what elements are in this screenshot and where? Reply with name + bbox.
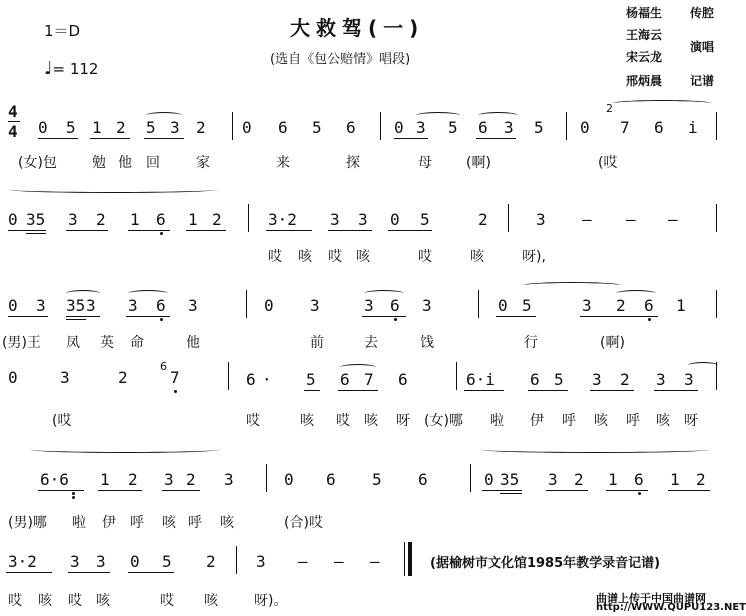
page-subtitle: (选自《包公赔情》唱段) xyxy=(270,52,411,67)
note: 1 xyxy=(100,470,110,489)
underline xyxy=(590,390,634,391)
note: 5 xyxy=(534,118,544,137)
lyric: 呀 xyxy=(396,413,410,429)
slur-mark xyxy=(128,290,168,297)
underline xyxy=(6,572,52,573)
slur-mark xyxy=(616,290,656,297)
credit-role-4: 记谱 xyxy=(690,74,715,88)
bar-line xyxy=(228,362,229,390)
note: 5 xyxy=(306,370,316,389)
slur-mark xyxy=(478,112,518,119)
note: 35 xyxy=(26,210,46,229)
note: 6 xyxy=(478,118,488,137)
watermark-line-1: 曲谱上传于中国曲谱网 xyxy=(596,592,706,605)
lyric: 咳 xyxy=(356,249,370,265)
note: 1 xyxy=(92,118,102,137)
lyric: (女)哪 xyxy=(424,413,463,429)
underline xyxy=(580,316,658,317)
key-signature: 1＝D xyxy=(44,22,81,40)
underline xyxy=(128,230,170,231)
lyric: (啊) xyxy=(600,335,625,351)
note: 6 xyxy=(654,118,664,137)
note: 5 xyxy=(372,470,382,489)
underline xyxy=(68,572,110,573)
note: 0 xyxy=(38,118,48,137)
lyric: 咳 xyxy=(162,515,176,531)
note: 2 xyxy=(620,370,630,389)
time-signature-bottom: 4 xyxy=(8,122,18,141)
note: 1 xyxy=(670,470,680,489)
credit-name-1: 杨福生 xyxy=(626,6,663,20)
note: 1 xyxy=(608,470,618,489)
note: 2 xyxy=(212,210,222,229)
low-octave-dot xyxy=(648,318,651,321)
note: 0 xyxy=(8,368,18,387)
note: 3 xyxy=(164,470,174,489)
lyric: 哎 xyxy=(160,593,174,609)
note: 5 xyxy=(162,552,172,571)
lyric: 伊 xyxy=(102,515,116,531)
underline xyxy=(90,138,130,139)
note: 6 xyxy=(644,296,654,315)
note: 3 xyxy=(170,118,180,137)
final-bar-line xyxy=(408,542,412,576)
note: 5 xyxy=(420,210,430,229)
note: 6 xyxy=(156,296,166,315)
note: – xyxy=(668,210,678,229)
lyric: 勉 xyxy=(92,155,106,171)
underline xyxy=(500,493,522,494)
lyric: 命 xyxy=(130,335,144,351)
bar-line xyxy=(246,290,247,318)
underline xyxy=(654,390,698,391)
lyric: (哎 xyxy=(52,413,72,429)
note: 0 xyxy=(580,118,590,137)
lyric: 哎 xyxy=(246,413,260,429)
lyric: 他 xyxy=(186,335,200,351)
slur-mark xyxy=(364,290,404,297)
lyric: 哎 xyxy=(328,249,342,265)
note: 2 xyxy=(616,296,626,315)
note: 3 xyxy=(310,296,320,315)
underline xyxy=(546,490,588,491)
lyric: 家 xyxy=(196,155,210,171)
lyric: 咳 xyxy=(96,593,110,609)
underline xyxy=(528,390,568,391)
note: – xyxy=(626,210,636,229)
note: 0 xyxy=(484,470,494,489)
note: – xyxy=(582,210,592,229)
note: 0 xyxy=(394,118,404,137)
underline xyxy=(26,233,46,234)
note: 3 xyxy=(224,470,234,489)
underline xyxy=(388,230,432,231)
grace-note: 6 xyxy=(160,360,167,373)
bar-line xyxy=(478,290,479,318)
lyric: 母 xyxy=(418,155,432,171)
note: 6 xyxy=(340,370,350,389)
bar-line xyxy=(380,112,381,140)
note: 3 xyxy=(416,118,426,137)
underline xyxy=(66,319,86,320)
lyric: 呼 xyxy=(562,413,576,429)
note: 3 xyxy=(548,470,558,489)
underline xyxy=(496,316,536,317)
underline xyxy=(338,390,378,391)
note: 5 xyxy=(66,118,76,137)
lyric: 咳 xyxy=(298,249,312,265)
note: 6 xyxy=(530,370,540,389)
underline xyxy=(476,138,516,139)
note: 6 xyxy=(418,470,428,489)
note: 3 xyxy=(582,296,592,315)
slur-mark xyxy=(340,364,376,371)
quarter-note-icon: ♩ xyxy=(44,58,53,79)
note: 3 xyxy=(330,210,340,229)
lyric: (合)哎 xyxy=(284,515,323,531)
note: 5 xyxy=(312,118,322,137)
note: 3 xyxy=(536,210,546,229)
underline xyxy=(464,390,504,391)
slur-mark xyxy=(688,362,718,369)
note: 3 xyxy=(188,296,198,315)
note: 1 xyxy=(188,210,198,229)
note: 0 xyxy=(390,210,400,229)
note: – xyxy=(298,552,308,571)
note: 3·2 xyxy=(8,552,37,571)
lyric: 咳 xyxy=(204,593,218,609)
lyric: 哎 xyxy=(8,593,22,609)
lyric: 咳 xyxy=(38,593,52,609)
bar-line xyxy=(566,112,567,140)
note: 2 xyxy=(96,210,106,229)
note: 0 xyxy=(284,470,294,489)
low-octave-dot xyxy=(72,492,75,495)
note: 6 xyxy=(156,210,166,229)
credit-role-3: 演唱 xyxy=(690,40,715,54)
lyric: 哎 xyxy=(268,249,282,265)
lyric: 啦 xyxy=(72,515,86,531)
note: 0 xyxy=(264,296,274,315)
lyric: 呼 xyxy=(130,515,144,531)
note: 5 xyxy=(554,370,564,389)
note: 6·i xyxy=(466,370,495,389)
underline xyxy=(606,490,648,491)
underline xyxy=(668,490,710,491)
lyric: 探 xyxy=(346,155,360,171)
note: 3 xyxy=(592,370,602,389)
low-octave-dot xyxy=(160,232,163,235)
lyric: (男)王 xyxy=(2,335,41,351)
underline xyxy=(38,138,78,139)
note: 3 xyxy=(96,552,106,571)
lyric: 回 xyxy=(146,155,160,171)
credit-name-3: 宋云龙 xyxy=(626,50,663,64)
low-octave-dot xyxy=(72,496,75,499)
note: 3 xyxy=(364,296,374,315)
low-octave-dot xyxy=(160,318,163,321)
note: 2 xyxy=(116,118,126,137)
lyric: 前 xyxy=(310,335,324,351)
lyric: 他 xyxy=(118,155,132,171)
bar-line xyxy=(716,204,717,232)
lyric: 行 xyxy=(524,335,538,351)
note: – xyxy=(370,552,380,571)
note: 3 xyxy=(68,210,78,229)
note: 3 xyxy=(86,296,96,315)
watermark-line-2: http://WWW.QUPU123.NET xyxy=(596,602,746,613)
lyric: 哎 xyxy=(418,249,432,265)
underline xyxy=(266,230,312,231)
bar-line xyxy=(456,362,457,390)
lyric: 哎 xyxy=(336,413,350,429)
note: 35 xyxy=(66,296,86,315)
bar-line xyxy=(248,204,249,232)
underline xyxy=(126,316,170,317)
lyric: 咳 xyxy=(470,249,484,265)
note: 0 xyxy=(130,552,140,571)
note: 3 xyxy=(70,552,80,571)
note: 7 xyxy=(620,118,630,137)
lyric: 咳 xyxy=(594,413,608,429)
lyric: (哎 xyxy=(598,155,618,171)
lyric: 呀 xyxy=(684,413,698,429)
lyric: 呼 xyxy=(626,413,640,429)
note: 3 xyxy=(504,118,514,137)
note: 1 xyxy=(676,296,686,315)
bar-line xyxy=(716,112,717,140)
bar-line xyxy=(716,290,717,318)
note: 2 xyxy=(118,368,128,387)
note: 3 xyxy=(422,296,432,315)
note: – xyxy=(334,552,344,571)
lyric: (女)包 xyxy=(18,155,57,171)
time-signature-top: 4 xyxy=(8,102,18,121)
lyric: 伊 xyxy=(530,413,544,429)
lyric: (啊) xyxy=(466,155,491,171)
low-octave-dot xyxy=(174,390,177,393)
note: 3 xyxy=(60,368,70,387)
note: 5 xyxy=(448,118,458,137)
underline xyxy=(38,490,84,491)
source-note: (据榆树市文化馆1985年教学录音记谱) xyxy=(430,556,661,571)
lyric: 哎 xyxy=(68,593,82,609)
underline xyxy=(98,490,142,491)
note: 2 xyxy=(128,470,138,489)
note: 2 xyxy=(478,210,488,229)
lyric: 去 xyxy=(364,335,378,351)
note: 7 xyxy=(364,370,374,389)
underline xyxy=(304,390,320,391)
note: · xyxy=(262,370,272,389)
lyric: 咳 xyxy=(364,413,378,429)
bar-line xyxy=(232,112,233,140)
lyric: 饯 xyxy=(420,335,434,351)
low-octave-dot xyxy=(638,492,641,495)
long-tie xyxy=(30,446,220,453)
note: 6 xyxy=(634,470,644,489)
tempo-marking: ♩= 112 xyxy=(44,58,99,79)
lyric: 呀), xyxy=(522,249,546,265)
slur-mark xyxy=(146,112,182,119)
note: 2 xyxy=(574,470,584,489)
lyric: 凤 xyxy=(66,335,80,351)
bar-line xyxy=(508,204,509,232)
note: 3 xyxy=(358,210,368,229)
note: 5 xyxy=(146,118,156,137)
note: 6·6 xyxy=(40,470,69,489)
lyric: 呀)。 xyxy=(254,593,288,609)
grace-note: 2 xyxy=(606,102,613,115)
note: 0 xyxy=(498,296,508,315)
note: 6 xyxy=(278,118,288,137)
lyric: 咳 xyxy=(220,515,234,531)
underline xyxy=(66,316,100,317)
long-tie xyxy=(8,186,218,193)
lyric: 啦 xyxy=(490,413,504,429)
long-tie xyxy=(480,446,710,453)
bar-line xyxy=(716,362,717,390)
note: 35 xyxy=(500,470,520,489)
underline xyxy=(128,572,174,573)
note: 3 xyxy=(656,370,666,389)
credit-name-4: 邢炳晨 xyxy=(626,74,663,88)
note: 6 xyxy=(246,370,256,389)
underline xyxy=(66,230,108,231)
credit-role-1: 传腔 xyxy=(690,6,715,20)
underline xyxy=(394,138,428,139)
note: 2 xyxy=(696,470,706,489)
underline xyxy=(482,490,522,491)
note: 0 xyxy=(8,210,18,229)
underline xyxy=(362,316,406,317)
lyric: 英 xyxy=(100,335,114,351)
note: 6 xyxy=(326,470,336,489)
underline xyxy=(186,230,226,231)
note: 3 xyxy=(128,296,138,315)
underline xyxy=(8,230,46,231)
slur-mark xyxy=(522,282,622,289)
note: 3·2 xyxy=(268,210,297,229)
note: 2 xyxy=(206,552,216,571)
slur-mark xyxy=(612,100,712,107)
note: 3 xyxy=(684,370,694,389)
note: 5 xyxy=(522,296,532,315)
note: 3 xyxy=(36,296,46,315)
bar-line xyxy=(470,464,471,492)
note: 0 xyxy=(8,296,18,315)
note: 7 xyxy=(170,368,180,387)
lyric: 咳 xyxy=(656,413,670,429)
note: 0 xyxy=(242,118,252,137)
note: 2 xyxy=(186,470,196,489)
bar-line xyxy=(266,464,267,492)
lyric: 呼 xyxy=(188,515,202,531)
page-title: 大救驾(一) xyxy=(290,16,425,40)
lyric: 咳 xyxy=(300,413,314,429)
note: 2 xyxy=(196,118,206,137)
note: 1 xyxy=(130,210,140,229)
slur-mark xyxy=(416,112,460,119)
underline xyxy=(162,490,200,491)
note: i xyxy=(688,118,698,137)
lyric: 来 xyxy=(276,155,290,171)
low-octave-dot xyxy=(394,318,397,321)
underline xyxy=(328,230,372,231)
lyric: (男)哪 xyxy=(8,515,47,531)
slur-mark xyxy=(66,290,100,297)
credit-name-2: 王海云 xyxy=(626,28,663,42)
underline xyxy=(8,316,48,317)
underline xyxy=(144,138,184,139)
note: 6 xyxy=(390,296,400,315)
note: 6 xyxy=(346,118,356,137)
note: 3 xyxy=(256,552,266,571)
note: 6 xyxy=(398,370,408,389)
bar-line xyxy=(236,546,237,574)
bar-line xyxy=(404,542,405,576)
